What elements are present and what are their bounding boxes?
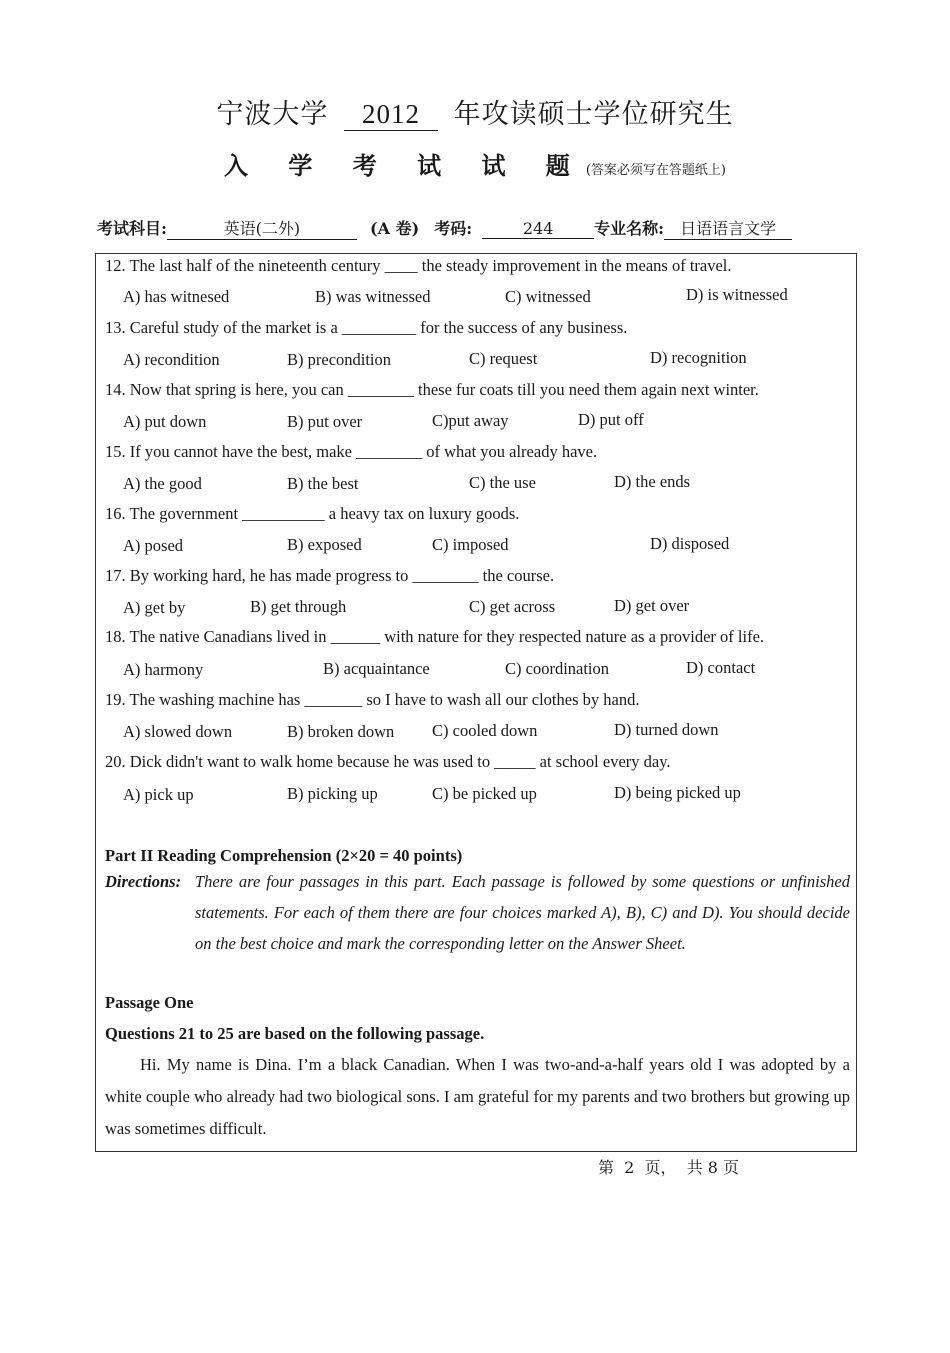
passage-title: Passage One — [105, 993, 194, 1012]
major-label: 专业名称: — [594, 219, 665, 238]
q18-option-d: D) contact — [686, 658, 756, 677]
school-name: 宁波大学 — [216, 99, 329, 130]
q14-option-c: C)put away — [432, 411, 509, 430]
question-19: 19. The washing machine has _______ so I have to wash all our clothes by hand. — [105, 690, 640, 709]
q15-option-c: C) the use — [469, 473, 536, 492]
q15-option-d: D) the ends — [614, 472, 691, 491]
q12-option-b: B) was witnessed — [315, 287, 431, 306]
q19-option-c: C) cooled down — [432, 721, 538, 740]
question-16: 16. The government __________ a heavy tax on luxury goods. — [105, 504, 520, 523]
question-14: 14. Now that spring is here, you can ________ these fur coats till you need them again next winter. — [105, 380, 759, 399]
q17-option-c: C) get across — [469, 597, 556, 616]
q14-option-b: B) put over — [287, 412, 363, 431]
question-17: 17. By working hard, he has made progress to ________ the course. — [105, 566, 555, 585]
exam-title: 入 学 考 试 试 题 — [224, 151, 586, 180]
q17-option-a: A) get by — [123, 598, 186, 617]
q19-option-a: A) slowed down — [123, 722, 233, 741]
part2-heading: Part II Reading Comprehension (2×20 = 40 points) — [105, 846, 463, 865]
question-13: 13. Careful study of the market is a _________ for the success of any business. — [105, 318, 628, 337]
q16-option-d: D) disposed — [650, 534, 730, 553]
q13-option-a: A) recondition — [123, 350, 220, 369]
q18-option-a: A) harmony — [123, 660, 204, 679]
q18-option-c: C) coordination — [505, 659, 610, 678]
subject-label: 考试科目: — [97, 219, 167, 238]
passage-one — [105, 1049, 850, 1145]
q17-option-d: D) get over — [614, 596, 690, 615]
q15-option-b: B) the best — [287, 474, 359, 493]
exam-title-line1 — [0, 92, 950, 131]
q18-option-b: B) acquaintance — [323, 659, 430, 678]
program-name: 年攻读硕士学位研究生 — [453, 99, 734, 130]
code-label: 考码: — [434, 219, 473, 238]
q20-option-d: D) being picked up — [614, 783, 741, 802]
question-12: 12. The last half of the nineteenth century ____ the steady improvement in the means of travel. — [105, 256, 732, 275]
q19-option-d: D) turned down — [614, 720, 719, 739]
question-20: 20. Dick didn't want to walk home because he was used to _____ at school every day. — [105, 752, 671, 771]
code-value: 244 — [482, 219, 594, 239]
q16-option-b: B) exposed — [287, 535, 362, 554]
questions-intro: Questions 21 to 25 are based on the following passage. — [105, 1024, 485, 1043]
directions-text: There are four passages in this part. Each passage is followed by some questions or unfinished statements. For each of them there are four choices marked A), B), C) and D). You should decide on the best choice and mark the corresponding letter on the Answer Sheet. — [195, 872, 850, 953]
passage-paragraph: Hi. My name is Dina. I’m a black Canadian. When I was two-and-a-half years old I was adopted by a white couple who already had two biological sons. I am grateful for my parents and two brothers but growing up was sometimes difficult. — [105, 1055, 850, 1138]
q14-option-a: A) put down — [123, 412, 207, 431]
q17-option-b: B) get through — [250, 597, 347, 616]
exam-title-line2 — [0, 146, 950, 181]
directions — [105, 866, 850, 959]
q19-option-b: B) broken down — [287, 722, 395, 741]
question-18: 18. The native Canadians lived in ______ with nature for they respected nature as a provider of life. — [105, 627, 765, 646]
subject-value: 英语(二外) — [167, 216, 357, 240]
major-value: 日语语言文学 — [664, 216, 792, 240]
q13-option-c: C) request — [469, 349, 538, 368]
q16-option-a: A) posed — [123, 536, 184, 555]
directions-label: Directions: — [105, 872, 182, 891]
q12-option-a: A) has witnesed — [123, 287, 230, 306]
exam-year: 2012 — [344, 99, 438, 131]
exam-info-line — [97, 216, 837, 240]
q13-option-b: B) precondition — [287, 350, 392, 369]
q12-option-d: D) is witnessed — [686, 285, 788, 304]
question-15: 15. If you cannot have the best, make ________ of what you already have. — [105, 442, 598, 461]
q14-option-d: D) put off — [578, 410, 644, 429]
q13-option-d: D) recognition — [650, 348, 747, 367]
q20-option-b: B) picking up — [287, 784, 378, 803]
q20-option-a: A) pick up — [123, 785, 194, 804]
q16-option-c: C) imposed — [432, 535, 509, 554]
q15-option-a: A) the good — [123, 474, 202, 493]
q20-option-c: C) be picked up — [432, 784, 537, 803]
answer-note: (答案必须写在答题纸上) — [585, 163, 726, 178]
q12-option-c: C) witnessed — [505, 287, 591, 306]
page-number: 第 2 页， 共 8 页 — [598, 1158, 740, 1177]
paper-label: (A 卷) — [370, 219, 420, 238]
